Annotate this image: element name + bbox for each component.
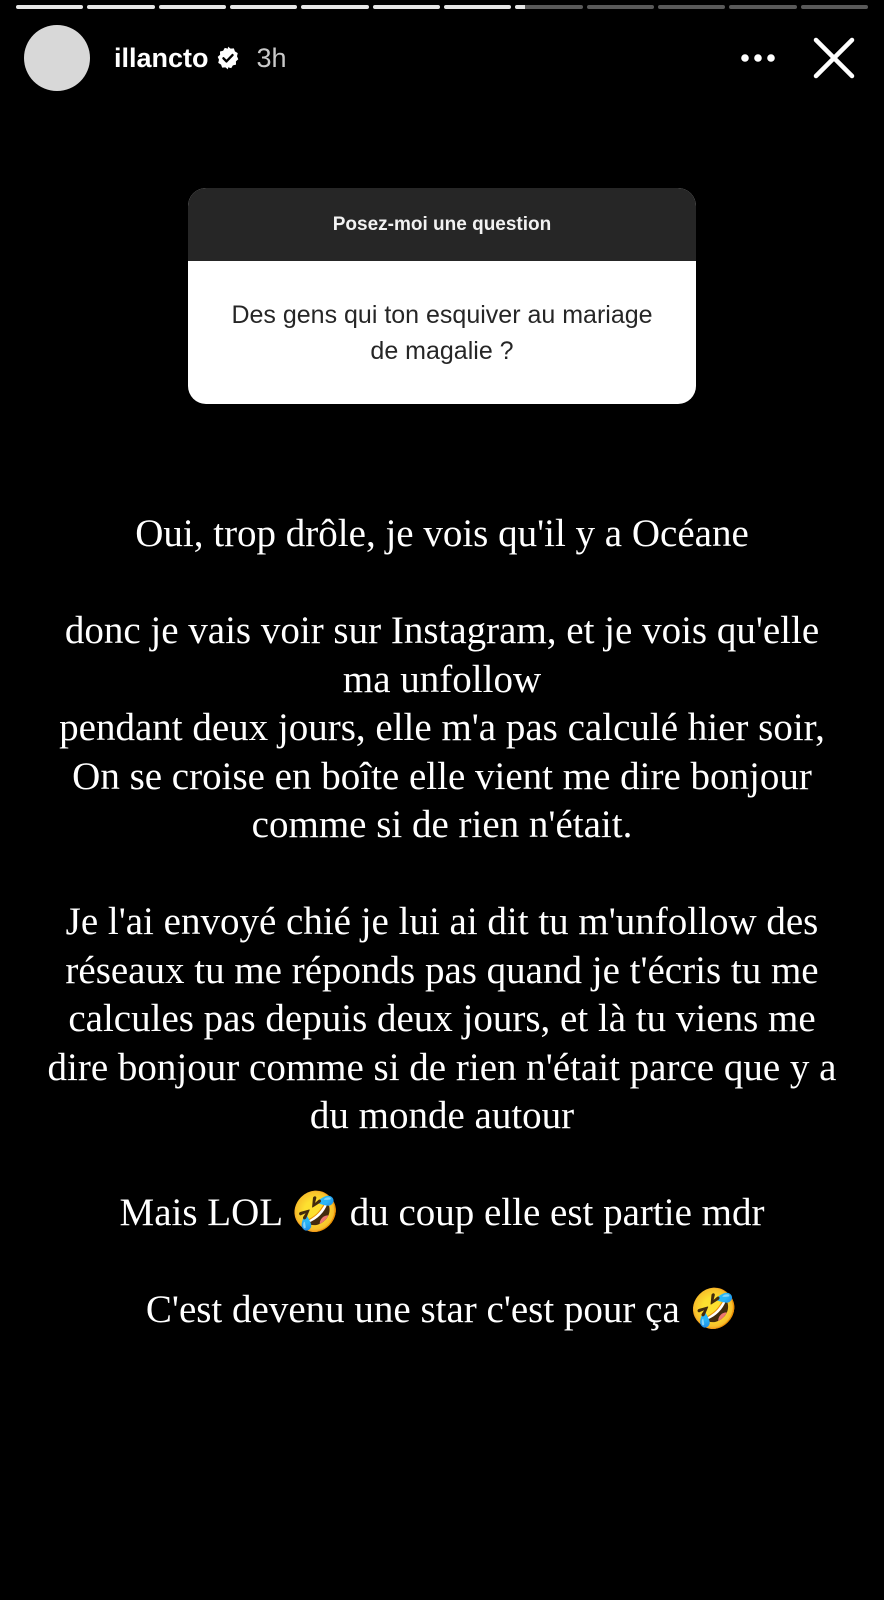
story-header — [24, 24, 864, 92]
story-paragraph: C'est devenu une star c'est pour ça 🤣 — [145, 1288, 739, 1331]
story-progress-segment — [515, 5, 582, 9]
paragraph-spacer — [40, 850, 844, 899]
close-icon — [813, 37, 855, 79]
question-sticker-body — [188, 261, 696, 404]
story-progress-fill — [87, 5, 154, 9]
story-progress-segment — [373, 5, 440, 9]
verified-badge-icon — [215, 45, 241, 71]
close-button[interactable] — [810, 34, 858, 82]
paragraph-spacer — [40, 559, 844, 608]
story-progress-fill — [230, 5, 297, 9]
question-sticker-title: Posez-moi une question — [332, 213, 552, 235]
paragraph-spacer — [40, 1238, 844, 1287]
story-progress-segment — [587, 5, 654, 9]
more-horizontal-icon — [740, 53, 776, 63]
more-options-button[interactable] — [736, 36, 780, 80]
story-progress-fill — [515, 5, 525, 9]
story-progress-segment — [444, 5, 511, 9]
story-progress-segment — [159, 5, 226, 9]
story-paragraph: pendant deux jours, elle m'a pas calculé hier soir, On se croise en boîte elle vient me dire bonjour comme si de rien n'était. — [59, 706, 825, 846]
avatar[interactable] — [24, 25, 90, 91]
story-progress-fill — [444, 5, 511, 9]
story-progress-fill — [301, 5, 368, 9]
story-paragraph: donc je vais voir sur Instagram, et je vois qu'elle ma unfollow — [64, 609, 820, 701]
story-progress-segment — [230, 5, 297, 9]
story-progress-bar — [16, 5, 868, 9]
story-paragraph: Oui, trop drôle, je vois qu'il y a Océane — [135, 512, 749, 555]
story-progress-fill — [16, 5, 83, 9]
story-progress-segment — [301, 5, 368, 9]
question-sticker-header — [188, 188, 696, 261]
story-paragraph: Je l'ai envoyé chié je lui ai dit tu m'unfollow des réseaux tu me réponds pas quand je t'écris tu me calcules pas depuis deux jours, et là tu viens me dire bonjour comme si de rien n'était parce que y a du monde autour — [47, 900, 837, 1137]
question-text: Des gens qui ton esquiver au mariage de magalie ? — [231, 300, 653, 365]
story-progress-segment — [658, 5, 725, 9]
paragraph-spacer — [40, 1141, 844, 1190]
story-paragraph: Mais LOL 🤣 du coup elle est partie mdr — [119, 1191, 765, 1234]
story-progress-segment — [729, 5, 796, 9]
question-sticker[interactable] — [188, 188, 696, 404]
story-progress-segment — [801, 5, 868, 9]
story-progress-fill — [159, 5, 226, 9]
post-time: 3h — [256, 42, 287, 73]
story-progress-segment — [87, 5, 154, 9]
story-progress-segment — [16, 5, 83, 9]
username[interactable]: illancto — [114, 42, 209, 73]
story-text-overlay — [40, 510, 844, 1335]
story-progress-fill — [373, 5, 440, 9]
